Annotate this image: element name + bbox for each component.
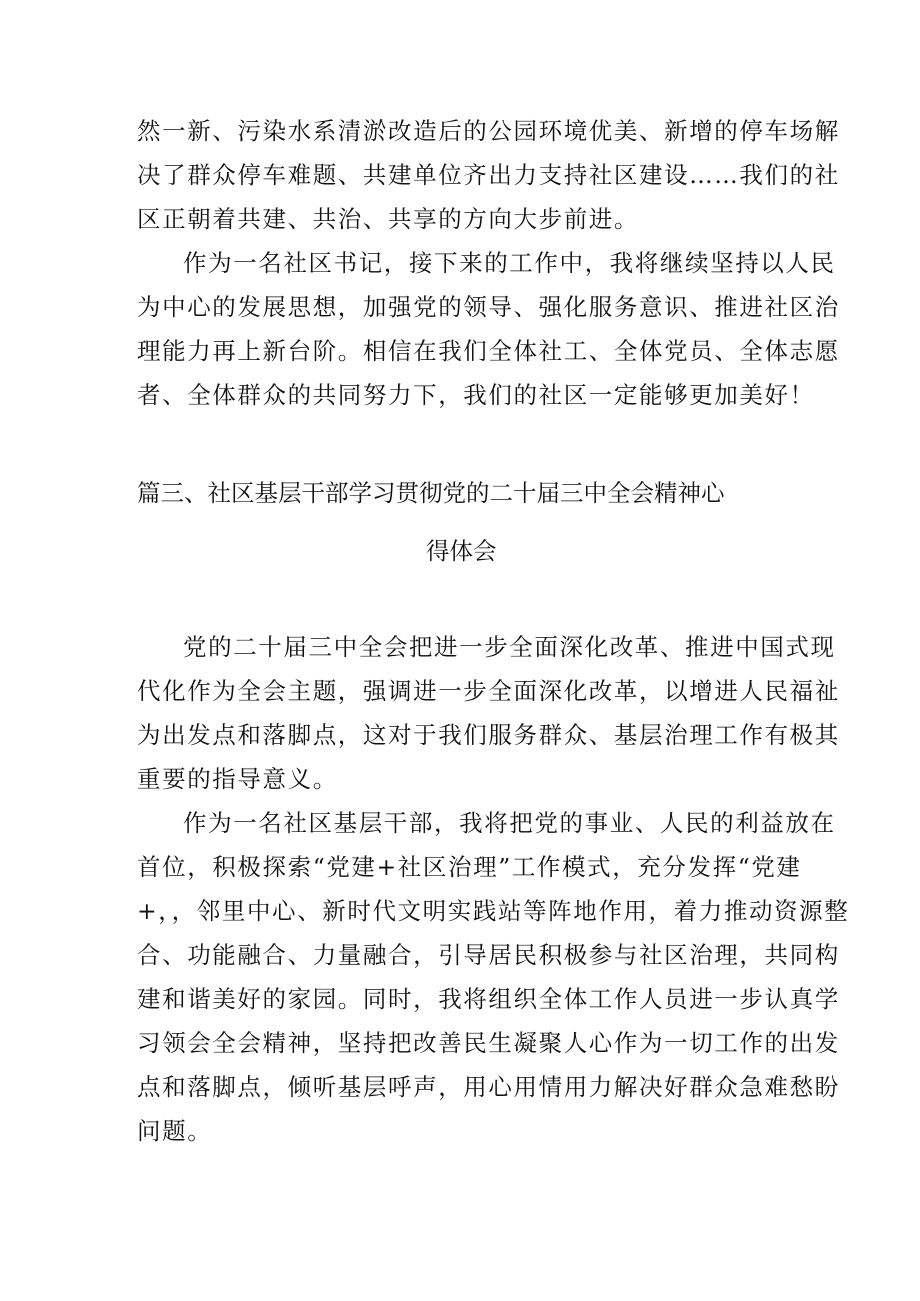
paragraph-line: 党的二十届三中全会把进一步全面深化改革、推进中国式现	[183, 633, 836, 661]
paragraph-line: 点和落脚点，倾听基层呼声，用心用情用力解决好群众急难愁盼	[137, 1073, 840, 1101]
paragraph-line: +，，邻里中心、新时代文明实践站等阵地作用，着力推动资源整	[137, 897, 850, 925]
section-heading-line2: 得体会	[426, 537, 497, 565]
paragraph-line: 者、全体群众的共同努力下，我们的社区一定能够更加美好！	[137, 381, 815, 409]
paragraph-line: 代化作为全会主题，强调进一步全面深化改革，以增进人民福祉	[137, 677, 840, 705]
paragraph-line: 区正朝着共建、共治、共享的方向大步前进。	[137, 205, 639, 233]
paragraph-line: 建和谐美好的家园。同时，我将组织全体工作人员进一步认真学	[137, 985, 840, 1013]
paragraph-line: 为中心的发展思想，加强党的领导、强化服务意识、推进社区治	[137, 293, 840, 321]
paragraph-line: 重要的指导意义。	[137, 765, 338, 793]
paragraph-line: 作为一名社区基层干部，我将把党的事业、人民的利益放在	[183, 809, 836, 837]
paragraph-line: 为出发点和落脚点，这对于我们服务群众、基层治理工作有极其	[137, 721, 840, 749]
paragraph-line: 首位，积极探索“党建+社区治理”工作模式，充分发挥“党建	[137, 853, 802, 881]
paragraph-line: 问题。	[137, 1117, 213, 1145]
paragraph-line: 合、功能融合、力量融合，引导居民积极参与社区治理，共同构	[137, 941, 840, 969]
section-heading-line1: 篇三、社区基层干部学习贯彻党的二十届三中全会精神心	[137, 479, 725, 507]
paragraph-line: 然一新、污染水系清淤改造后的公园环境优美、新增的停车场解	[137, 117, 840, 145]
paragraph-line: 作为一名社区书记，接下来的工作中，我将继续坚持以人民	[183, 249, 836, 277]
paragraph-line: 理能力再上新台阶。相信在我们全体社工、全体党员、全体志愿	[137, 337, 840, 365]
paragraph-line: 习领会全会精神，坚持把改善民生凝聚人心作为一切工作的出发	[137, 1029, 840, 1057]
paragraph-line: 决了群众停车难题、共建单位齐出力支持社区建设……我们的社	[137, 161, 840, 189]
